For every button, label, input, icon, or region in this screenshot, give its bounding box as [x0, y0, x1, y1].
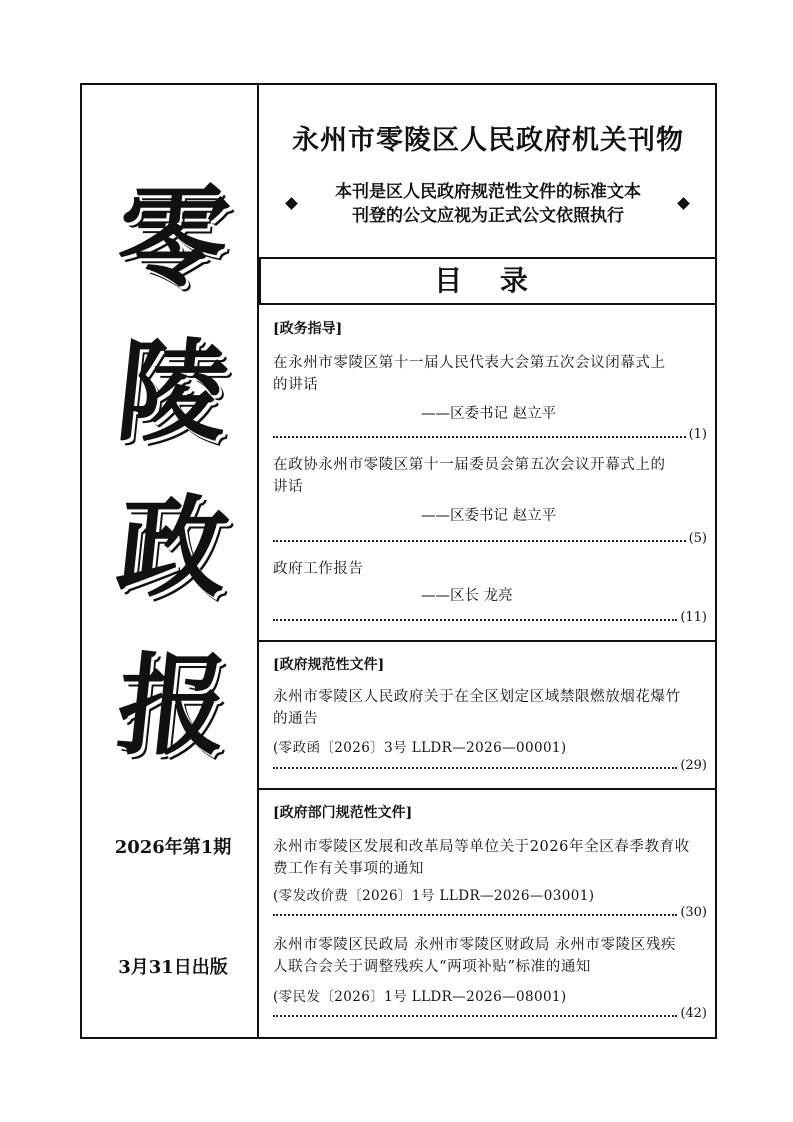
entry-page[interactable]: (42) [680, 1006, 707, 1021]
entry-title-line[interactable]: 讲话 [273, 479, 304, 495]
section-label: [政务指导] [273, 321, 343, 337]
notice-line-1: 本刊是区人民政府规范性文件的标准文本 [335, 182, 641, 202]
entry-page[interactable]: (29) [680, 758, 707, 773]
title-char-2: 陵 [111, 327, 235, 456]
entry-page[interactable]: (1) [688, 427, 707, 442]
entry-author: ——区委书记 赵立平 [421, 406, 557, 422]
entry-title-line[interactable]: 在永州市零陵区第十一届人民代表大会第五次会议闭幕式上 [273, 355, 666, 371]
entry-leader [273, 531, 707, 546]
toc-section-government-normative [259, 642, 717, 790]
entry-leader [273, 427, 707, 442]
toc-heading: 目 录 [259, 257, 717, 305]
issue-number: 2026年第1期 [114, 837, 232, 858]
entry-doc-code: (零政函〔2026〕3号 LLDR—2026—00001) [273, 740, 567, 756]
publication-title: 永州市零陵区人民政府机关刊物 [292, 125, 684, 156]
dot-leader [273, 436, 686, 438]
dot-leader [273, 619, 677, 621]
entry-title-line[interactable]: 永州市零陵区发展和改革局等单位关于2026年全区春季教育收 [273, 839, 690, 855]
notice-line-2: 刊登的公文应视为正式公文依照执行 [352, 206, 624, 226]
entry-leader [273, 1006, 707, 1021]
entry-doc-code: (零发改价费〔2026〕1号 LLDR—2026—03001) [273, 888, 595, 904]
entry-doc-code: (零民发〔2026〕1号 LLDR—2026—08001) [273, 989, 567, 1005]
entry-title-line[interactable]: 永州市零陵区民政局 永州市零陵区财政局 永州市零陵区残疾 [273, 937, 677, 953]
entry-page[interactable]: (11) [680, 610, 707, 625]
dot-leader [273, 1015, 677, 1017]
dot-leader [273, 914, 677, 916]
entry-page[interactable]: (5) [688, 531, 707, 546]
entry-leader [273, 758, 707, 773]
notice [259, 180, 717, 228]
entry-title-line[interactable]: 的讲话 [273, 377, 319, 393]
entry-author: ——区长 龙亮 [421, 588, 513, 604]
entry-title-line[interactable]: 费工作有关事项的通知 [273, 861, 424, 877]
title-char-4: 报 [111, 641, 235, 770]
entry-title-line[interactable]: 的通告 [273, 711, 319, 727]
entry-leader [273, 905, 707, 920]
entry-title-line[interactable]: 永州市零陵区人民政府关于在全区划定区域禁限燃放烟花爆竹 [273, 689, 681, 705]
toc-section-department-normative [259, 790, 717, 1039]
section-label: [政府部门规范性文件] [273, 805, 413, 821]
dot-leader [273, 540, 686, 542]
section-label: [政府规范性文件] [273, 657, 385, 673]
publication-date: 3月31日出版 [118, 957, 228, 978]
title-char-3: 政 [111, 483, 235, 612]
entry-author: ——区委书记 赵立平 [421, 508, 557, 524]
entry-title-line[interactable]: 人联合会关于调整残疾人“两项补贴”标准的通知 [273, 959, 592, 975]
toc-section-policy-guidance [259, 305, 717, 642]
title-char-1: 零 [111, 173, 235, 302]
entry-leader [273, 610, 707, 625]
entry-page[interactable]: (30) [680, 905, 707, 920]
entry-title-line[interactable]: 政府工作报告 [273, 561, 364, 577]
dot-leader [273, 767, 677, 769]
entry-title-line[interactable]: 在政协永州市零陵区第十一届委员会第五次会议开幕式上的 [273, 457, 666, 473]
